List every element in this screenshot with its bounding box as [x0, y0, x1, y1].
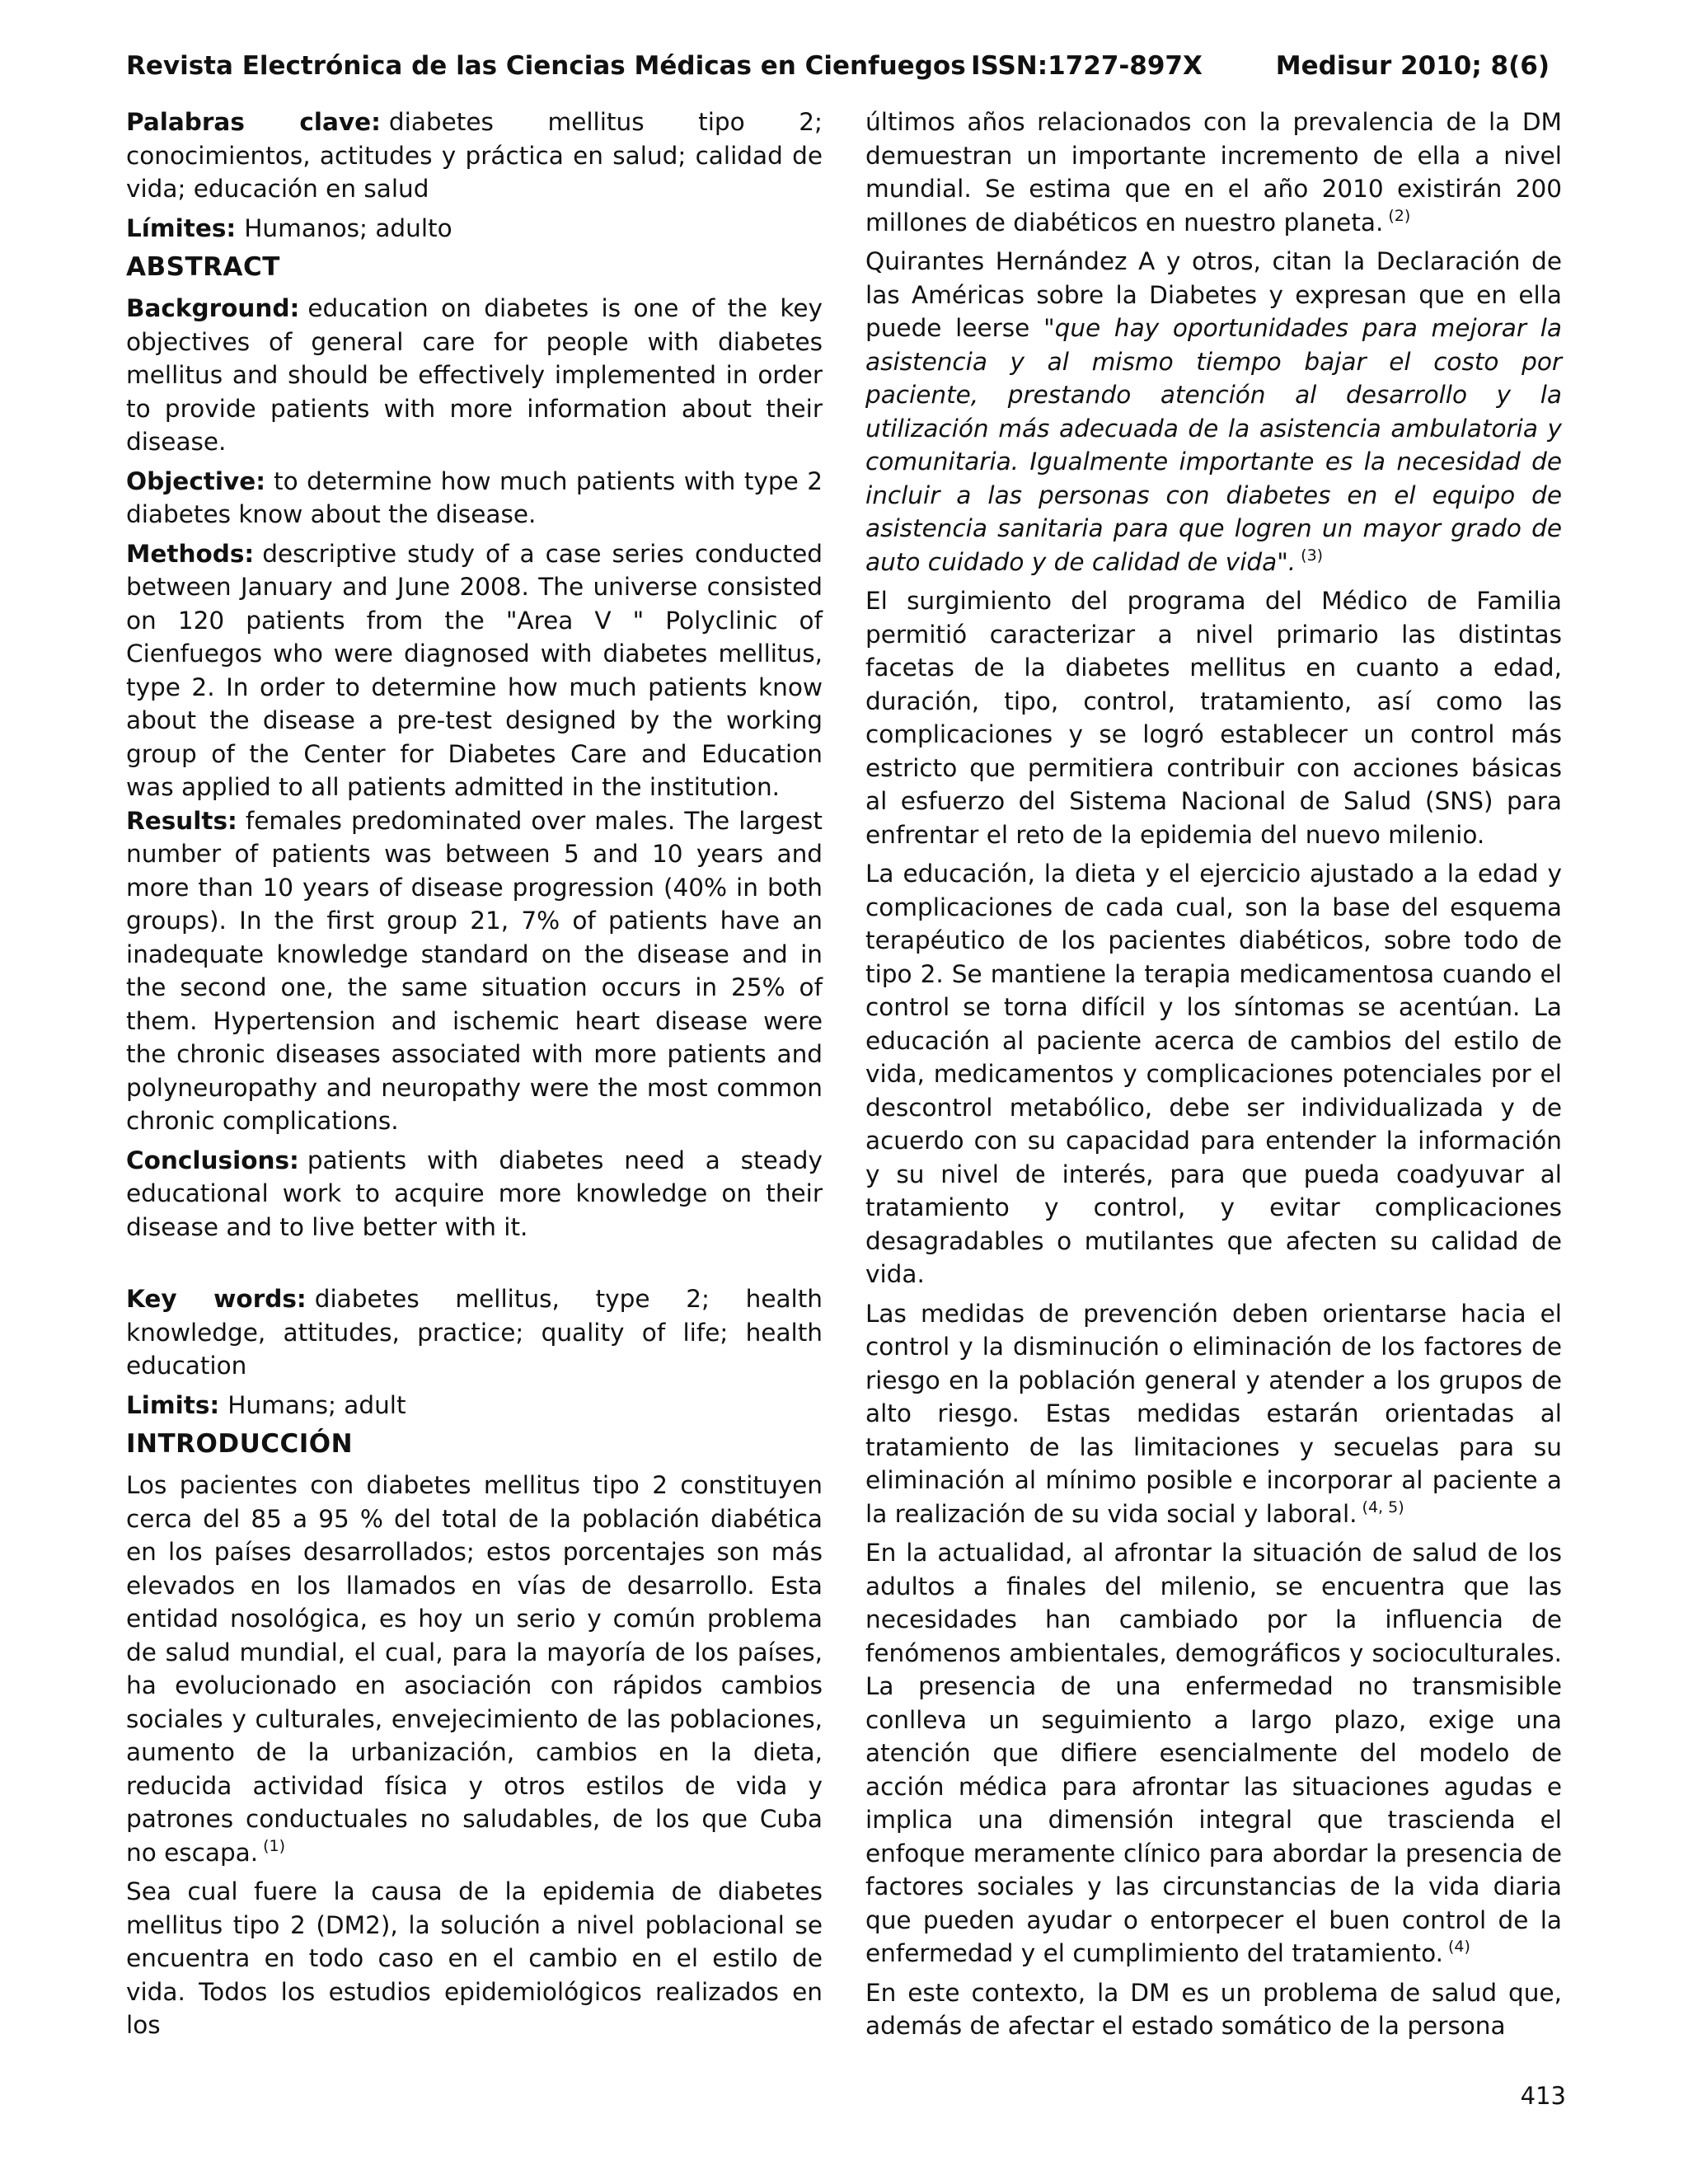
body-paragraph-5	[865, 1297, 1562, 1531]
body-paragraph-4	[865, 857, 1562, 1291]
body-paragraph-2	[865, 245, 1562, 579]
methods-paragraph	[126, 537, 823, 804]
body-paragraph-3-text: El surgimiento del programa del Médico de Familia permitió caracterizar a nivel primario las distintas facetas de la diabetes mellitus en cuanto a edad, duración, tipo, control, tratamiento, así como las complicaciones y se logró establecer un control más estricto que permitiera contribuir con acciones básicas al esfuerzo del Sistema Nacional de Salud (SNS) para enfrentar el reto de la epidemia del nuevo milenio.	[865, 587, 1562, 849]
issn: ISSN:1727-897X	[971, 51, 1203, 81]
limits-text: Humans; adult	[227, 1390, 406, 1419]
body-paragraph-7-text: En este contexto, la DM es un problema de salud que, además de afectar el estado somático de la persona	[865, 1978, 1562, 2040]
limits-label: Limits:	[126, 1390, 220, 1419]
body-paragraph-6-text: En la actualidad, al afrontar la situación de salud de los adultos a finales del milenio, se encuentra que las necesidades han cambiado por la influencia de fenómenos ambientales, demográficos y socioculturales. La presencia de una enfermedad no transmisible conlleva un seguimiento a largo plazo, exige una atención que difiere esencialmente del modelo de acción médica para afrontar las situaciones agudas e implica una dimensión integral que trascienda el enfoque meramente clínico para abordar la presencia de factores sociales y las circunstancias de la vida diaria que pueden ayudar o entorpecer el buen control de la enfermedad y el cumplimiento del tratamiento.	[865, 1539, 1562, 1967]
reference-marker: (4, 5)	[1362, 1497, 1404, 1516]
objective-paragraph	[126, 465, 823, 532]
background-text: education on diabetes is one of the key objectives of general care for people with diabetes mellitus and should be effectively implemented in order to provide patients with more information about their disease.	[126, 294, 823, 456]
body-paragraph-7	[865, 1976, 1562, 2043]
right-column	[865, 105, 1562, 2049]
running-header	[126, 51, 1550, 84]
objective-label: Objective:	[126, 466, 266, 495]
palabras-clave-paragraph	[126, 105, 823, 206]
key-words-label: Key words:	[126, 1285, 307, 1313]
introduction-heading: INTRODUCCIÓN	[126, 1429, 354, 1459]
background-label: Background:	[126, 294, 300, 322]
body-paragraph-3	[865, 584, 1562, 851]
reference-marker: (4)	[1448, 1938, 1470, 1956]
methods-label: Methods:	[126, 539, 255, 568]
intro-paragraph-2-text: Sea cual fuere la causa de la epidemia de diabetes mellitus tipo 2 (DM2), la solución a nivel poblacional se encuentra en todo caso en el cambio en el estilo de vida. Todos los estudios epidemiológicos realizados en los	[126, 1877, 823, 2039]
left-column	[126, 105, 823, 2048]
reference-marker: (2)	[1388, 206, 1411, 225]
palabras-clave-label: Palabras clave:	[126, 108, 381, 136]
body-paragraph-5-text: Las medidas de prevención deben orientarse hacia el control y la disminución o eliminación de los factores de riesgo en la población general y atender a los grupos de alto riesgo. Estas medidas estarán orientadas al tratamiento de las limitaciones y secuelas para su eliminación al mínimo posible e incorporar al paciente a la realización de su vida social y laboral.	[865, 1299, 1562, 1528]
limites-text: Humanos; adulto	[244, 213, 452, 242]
reference-marker: (3)	[1301, 546, 1324, 565]
limits-paragraph	[126, 1389, 823, 1422]
results-text: females predominated over males. The largest number of patients was between 5 and 10 years and more than 10 years of disease progression (40% in both groups). In the first group 21, 7% of patients have an inadequate knowledge standard on the disease and in the second one, the same situation occurs in 25% of them. Hypertension and ischemic heart disease were the chronic diseases associated with more patients and polyneuropathy and neuropathy were the most common chronic complications.	[126, 806, 823, 1135]
intro-paragraph-1	[126, 1469, 823, 1869]
palabras-clave-text: diabetes mellitus tipo 2; conocimientos, actitudes y práctica en salud; calidad de vida; educación en salud	[126, 108, 823, 203]
abstract-heading: ABSTRACT	[126, 252, 280, 282]
intro-paragraph-1-text: Los pacientes con diabetes mellitus tipo 2 constituyen cerca del 85 a 95 % del total de la población diabética en los países desarrollados; estos porcentajes son más elevados en los llamados en vías de desarrollo. Esta entidad nosológica, es hoy un serio y común problema de salud mundial, el cual, para la mayoría de los países, ha evolucionado en asociación con rápidos cambios sociales y culturales, envejecimiento de las poblaciones, aumento de la urbanización, cambios en la dieta, reducida actividad física y otros estilos de vida y patrones conductuales no saludables, de los que Cuba no escapa.	[126, 1471, 823, 1867]
journal-title: Revista Electrónica de las Ciencias Médicas en Cienfuegos	[126, 51, 966, 81]
intro-paragraph-2	[126, 1875, 823, 2042]
page-number: 413	[1520, 2082, 1566, 2110]
body-paragraph-4-text: La educación, la dieta y el ejercicio ajustado a la edad y complicaciones de cada cual, son la base del esquema terapéutico de los pacientes diabéticos, sobre todo de tipo 2. Se mantiene la terapia medicamentosa cuando el control se torna difícil y los síntomas se acentúan. La educación al paciente acerca de cambios del estilo de vida, medicamentos y complicaciones potenciales por el descontrol metabólico, debe ser individualizada y de acuerdo con su capacidad para entender la información y su nivel de interés, para que pueda coadyuvar al tratamiento y control, y evitar complicaciones desagradables o mutilantes que afecten su calidad de vida.	[865, 860, 1562, 1288]
limites-label: Límites:	[126, 213, 237, 242]
conclusions-text: patients with diabetes need a steady educational work to acquire more knowledge on their disease and to live better with it.	[126, 1146, 823, 1241]
declaration-quote: "que hay oportunidades para mejorar la asistencia y al mismo tiempo bajar el costo por paciente, prestando atención al desarrollo y la utilización más adecuada de la asistencia ambulatoria y comunitaria. Igualmente importante es la necesidad de incluir a las personas con diabetes en el equipo de asistencia sanitaria para que logren un mayor grado de auto cuidado y de calidad de vida".	[865, 314, 1562, 576]
body-paragraph-2-lead: Quirantes Hernández A y otros, citan la Declaración de las Américas sobre la Diabetes y expresan que en ella puede leerse	[865, 247, 1562, 342]
objective-text: to determine how much patients with type 2 diabetes know about the disease.	[126, 466, 823, 528]
results-paragraph	[126, 804, 823, 1138]
limites-paragraph	[126, 212, 823, 246]
conclusions-label: Conclusions:	[126, 1146, 299, 1174]
reference-marker: (1)	[263, 1836, 286, 1855]
issue-citation: Medisur 2010; 8(6)	[1275, 51, 1550, 81]
body-paragraph-1	[865, 105, 1562, 239]
key-words-paragraph	[126, 1282, 823, 1383]
key-words-text: diabetes mellitus, type 2; health knowledge, attitudes, practice; quality of life; health education	[126, 1285, 823, 1380]
methods-text: descriptive study of a case series conducted between January and June 2008. The universe consisted on 120 patients from the "Area V " Polyclinic of Cienfuegos who were diagnosed with diabetes mellitus, type 2. In order to determine how much patients know about the disease a pre-test designed by the working group of the Center for Diabetes Care and Education was applied to all patients admitted in the institution.	[126, 539, 823, 801]
body-paragraph-6	[865, 1536, 1562, 1971]
conclusions-paragraph	[126, 1144, 823, 1244]
background-paragraph	[126, 292, 823, 459]
results-label: Results:	[126, 806, 237, 835]
body-paragraph-1-text: últimos años relacionados con la prevalencia de la DM demuestran un importante incremento de ella a nivel mundial. Se estima que en el año 2010 existirán 200 millones de diabéticos en nuestro planeta.	[865, 108, 1562, 237]
